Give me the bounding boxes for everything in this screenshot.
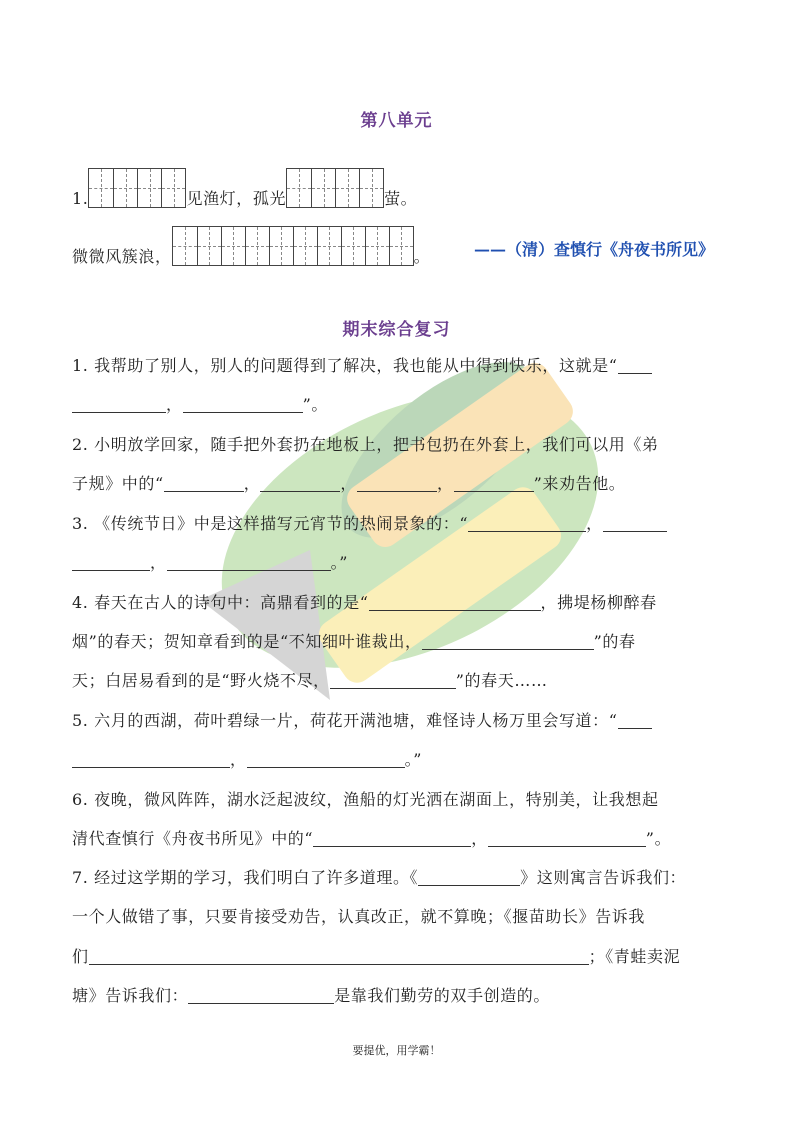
- q3-text: ，: [150, 553, 167, 572]
- q1-text: 微微风簇浪，: [72, 247, 172, 266]
- q7-text: 》这则寓言告诉我们：: [520, 868, 687, 887]
- q3-text: ，: [586, 514, 603, 533]
- q3-text: 3. 《传统节日》中是这样描写元宵节的热闹景象的：“: [72, 514, 469, 533]
- q1-text: 。: [413, 247, 431, 266]
- q2-text: ”来劝告他。: [533, 474, 626, 493]
- q4-text: 4. 春天在古人的诗句中：高鼎看到的是“: [72, 593, 369, 612]
- q4-text: ”的春: [593, 632, 636, 651]
- poem-credit: ——（清）查慎行《舟夜书所见》: [474, 240, 715, 259]
- q2-text: ，: [437, 474, 454, 493]
- q1-text: 见渔灯，孤光: [186, 189, 287, 208]
- q7-text: 们: [72, 947, 89, 966]
- q2-text: 2. 小明放学回家，随手把外套扔在地板上，把书包扔在外套上，我们可以用《弟: [72, 435, 659, 454]
- q4-text: 烟”的春天；贺知章看到的是“不知细叶谁裁出，: [72, 632, 422, 651]
- q7-line: [72, 946, 680, 968]
- answer-blank[interactable]: [357, 473, 437, 492]
- q5-text: 。”: [404, 750, 422, 769]
- q4-line: [72, 631, 636, 653]
- q6-text: 6. 夜晚，微风阵阵，湖水泛起波纹，渔船的灯光洒在湖面上，特别美，让我想起: [72, 790, 659, 809]
- q7-text: 7. 经过这学期的学习，我们明白了许多道理。《: [72, 868, 419, 887]
- answer-blank[interactable]: [603, 513, 667, 532]
- answer-blank[interactable]: [260, 473, 340, 492]
- answer-grid[interactable]: [88, 168, 186, 208]
- q1-text: ，: [166, 395, 183, 414]
- q2-text: ，: [340, 474, 357, 493]
- answer-blank[interactable]: [454, 473, 534, 492]
- q7-text: 一个人做错了事，只要肯接受劝告，认真改正，就不算晚；《揠苗助长》告诉我: [72, 907, 646, 926]
- q5-text: ，: [230, 750, 247, 769]
- q3-text: 。”: [330, 553, 348, 572]
- answer-blank[interactable]: [618, 710, 652, 729]
- q5-line: [72, 749, 422, 771]
- q3-line: [72, 513, 667, 535]
- q2-text: 子规》中的“: [72, 474, 164, 493]
- answer-blank[interactable]: [422, 631, 594, 650]
- answer-blank[interactable]: [72, 749, 230, 768]
- answer-blank[interactable]: [488, 828, 646, 847]
- answer-blank[interactable]: [618, 355, 652, 374]
- q1-number: 1.: [72, 189, 89, 208]
- answer-blank[interactable]: [188, 985, 334, 1004]
- final-review-title: 期末综合复习: [342, 320, 451, 340]
- q7-text: 是靠我们勤劳的双手创造的。: [334, 986, 551, 1005]
- q6-text: ”。: [645, 829, 672, 848]
- answer-blank[interactable]: [183, 394, 303, 413]
- q7-line: [72, 985, 550, 1007]
- q2-text: ，: [243, 474, 261, 493]
- q1-text: ”。: [302, 395, 328, 414]
- page-footer: 要提优，用学霸！: [352, 1044, 441, 1057]
- q7-line: [72, 867, 686, 889]
- q5-text: 5. 六月的西湖，荷叶碧绿一片，荷花开满池塘，难怪诗人杨万里会写道：“: [72, 711, 618, 730]
- q3-line: [72, 552, 348, 574]
- answer-blank[interactable]: [167, 552, 331, 571]
- answer-blank[interactable]: [369, 592, 541, 611]
- q4-line: [72, 592, 657, 614]
- answer-blank[interactable]: [164, 473, 244, 492]
- answer-blank[interactable]: [468, 513, 586, 532]
- q4-text: ”的春天……: [455, 671, 548, 690]
- answer-grid[interactable]: [286, 168, 384, 208]
- q1-line: [72, 355, 652, 377]
- answer-blank[interactable]: [72, 552, 150, 571]
- q1-text: 萤。: [384, 189, 418, 208]
- answer-blank[interactable]: [72, 394, 166, 413]
- q1-text: 1. 我帮助了别人，别人的问题得到了解决，我也能从中得到快乐，这就是“: [72, 356, 618, 375]
- answer-grid[interactable]: [172, 226, 414, 266]
- answer-blank[interactable]: [330, 670, 456, 689]
- q1-line: [72, 394, 328, 416]
- q6-line: [72, 789, 659, 811]
- q4-line: [72, 670, 548, 692]
- q7-text: 塘》告诉我们：: [72, 986, 189, 1005]
- q6-text: ，: [471, 829, 488, 848]
- q2-line: [72, 473, 625, 495]
- answer-blank[interactable]: [89, 946, 589, 965]
- answer-blank[interactable]: [247, 749, 405, 768]
- q2-line: [72, 434, 659, 456]
- unit8-title: 第八单元: [360, 111, 433, 131]
- q6-line: [72, 828, 671, 850]
- answer-blank[interactable]: [418, 867, 520, 886]
- q4-text: 天；白居易看到的是“野火烧不尽，: [72, 671, 330, 690]
- q7-text: ；《青蛙卖泥: [588, 947, 681, 966]
- answer-blank[interactable]: [313, 828, 471, 847]
- q5-line: [72, 710, 652, 732]
- q7-line: [72, 906, 645, 928]
- unit8-q1-line1: [72, 168, 417, 210]
- unit8-q1-line2: [72, 226, 430, 268]
- q4-text: ，拂堤杨柳醉春: [540, 593, 657, 612]
- q6-text: 清代查慎行《舟夜书所见》中的“: [72, 829, 314, 848]
